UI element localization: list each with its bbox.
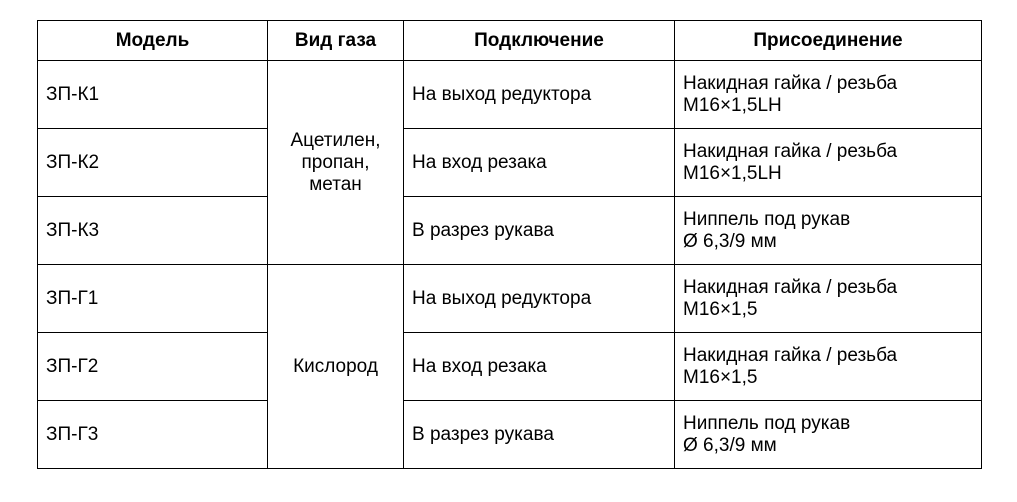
cell-connection: На выход редуктора (404, 61, 675, 129)
cell-connection: На вход резака (404, 333, 675, 401)
cell-attachment (675, 265, 982, 333)
cell-connection: На вход резака (404, 129, 675, 197)
cell-model: ЗП-К1 (38, 61, 268, 129)
cell-connection: На выход редуктора (404, 265, 675, 333)
gas-line: пропан, (301, 151, 370, 173)
cell-gas-type (268, 61, 404, 265)
attachment-line: Ø 6,3/9 мм (683, 434, 777, 456)
table-row (38, 197, 982, 265)
table-row (38, 401, 982, 469)
cell-model: ЗП-Г3 (38, 401, 268, 469)
cell-model: ЗП-К2 (38, 129, 268, 197)
cell-attachment (675, 401, 982, 469)
gas-line: метан (309, 173, 362, 195)
attachment-line: Накидная гайка / резьба (683, 140, 898, 162)
header-gas-type: Вид газа (268, 21, 404, 61)
cell-attachment (675, 61, 982, 129)
header-row (38, 21, 982, 61)
attachment-line: Ниппель под рукав (683, 412, 851, 434)
cell-model: ЗП-К3 (38, 197, 268, 265)
gas-line: Ацетилен, (290, 129, 381, 151)
table-row (38, 61, 982, 129)
table-row (38, 333, 982, 401)
attachment-line: М16×1,5LH (683, 94, 782, 116)
cell-connection: В разрез рукава (404, 401, 675, 469)
cell-model: ЗП-Г2 (38, 333, 268, 401)
attachment-line: М16×1,5 (683, 366, 758, 388)
cell-model: ЗП-Г1 (38, 265, 268, 333)
cell-attachment (675, 129, 982, 197)
table-row (38, 129, 982, 197)
header-connection: Подключение (404, 21, 675, 61)
attachment-line: Накидная гайка / резьба (683, 344, 898, 366)
attachment-line: Накидная гайка / резьба (683, 276, 898, 298)
table-container (37, 20, 982, 469)
cell-connection: В разрез рукава (404, 197, 675, 265)
cell-attachment (675, 333, 982, 401)
cell-attachment (675, 197, 982, 265)
gas-line: Кислород (293, 355, 378, 377)
specification-table (37, 20, 982, 469)
attachment-line: Ниппель под рукав (683, 208, 851, 230)
attachment-line: Ø 6,3/9 мм (683, 230, 777, 252)
cell-gas-type (268, 265, 404, 469)
attachment-line: М16×1,5LH (683, 162, 782, 184)
attachment-line: М16×1,5 (683, 298, 758, 320)
header-model: Модель (38, 21, 268, 61)
header-attachment: Присоединение (675, 21, 982, 61)
attachment-line: Накидная гайка / резьба (683, 72, 898, 94)
table-row (38, 265, 982, 333)
